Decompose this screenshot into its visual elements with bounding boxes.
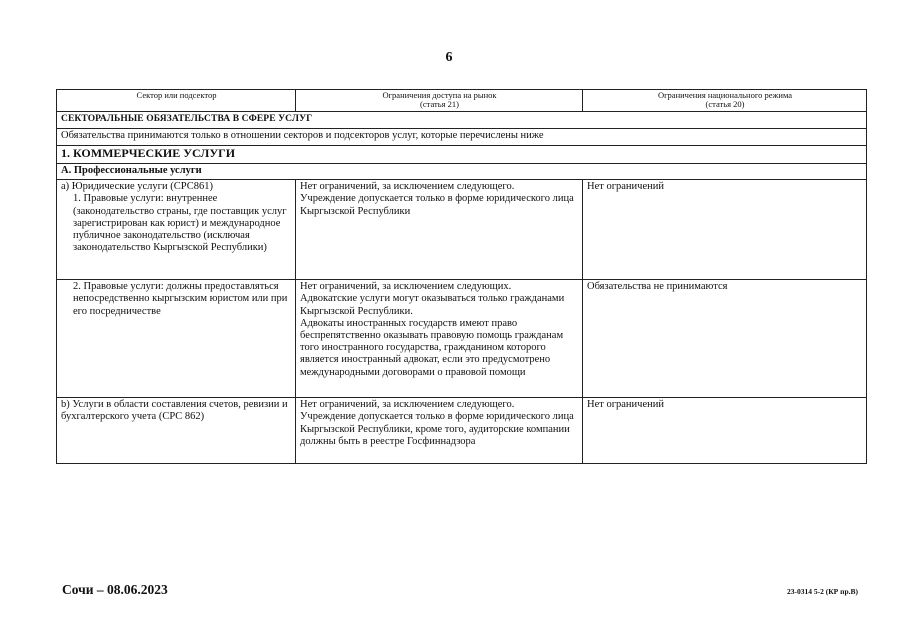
market-access-cell <box>296 398 583 464</box>
commitments-table <box>56 89 867 464</box>
sector-cell <box>57 180 296 280</box>
category-title-row <box>57 146 867 164</box>
table-header-row <box>57 90 867 112</box>
national-treatment-cell <box>583 280 867 398</box>
market-access-text: Адвокаты иностранных государств имеют право беспрепятственно оказывать правовую помощь гражданам того иностранного государства, гражданином которого является иностранный адвокат, если это предусмотрено международными договорами о правовой помощи <box>300 317 564 378</box>
sector-cell <box>57 398 296 464</box>
sector-body: 2. Правовые услуги: должны предоставляться непосредственно кыргызским юристом или при его посредничестве <box>73 281 288 317</box>
market-access-text: Адвокатские услуги могут оказываться только гражданами Кыргызской Республики. <box>300 293 565 317</box>
footer-location-date: Сочи – 08.06.2023 <box>62 582 168 597</box>
table-row <box>57 398 867 464</box>
national-treatment-cell <box>583 398 867 464</box>
sector-body: 1. Правовые услуги: внутреннее (законодательство страны, где поставщик услуг зарегистрирован как юрист) и международное публичное законодательство (исключая законодательство Кыргызской Республики) <box>73 193 287 254</box>
header-national-treatment-label: Ограничения национального режима <box>657 90 793 100</box>
national-treatment-text: Нет ограничений <box>587 399 664 411</box>
section-title-row <box>57 112 867 129</box>
footer-doc-code: 23-0314 5-2 (КР пр.В) <box>786 587 858 596</box>
header-market-access <box>296 90 583 112</box>
national-treatment-text: Нет ограничений <box>587 181 664 193</box>
category-title: 1. КОММЕРЧЕСКИЕ УСЛУГИ <box>57 146 867 164</box>
section-note-row <box>57 129 867 146</box>
header-market-access-label: Ограничения доступа на рынок <box>382 90 497 100</box>
market-access-text: Нет ограничений, за исключением следующего. <box>300 181 515 193</box>
market-access-text: Нет ограничений, за исключением следующих. <box>300 281 512 293</box>
table-row <box>57 280 867 398</box>
header-national-treatment <box>583 90 867 112</box>
subcategory-title: А. Профессиональные услуги <box>57 164 867 180</box>
table-row <box>57 180 867 280</box>
page-number: 6 <box>445 50 453 65</box>
subcategory-title-row <box>57 164 867 180</box>
sector-cell <box>57 280 296 398</box>
market-access-text: Учреждение допускается только в форме юридического лица Кыргызской Республики, кроме того, аудиторские компании должны быть в реестре Госфиннадзора <box>300 411 574 447</box>
sector-body: b) Услуги в области составления счетов, ревизии и бухгалтерского учета (СРС 862) <box>61 399 288 423</box>
market-access-cell <box>296 180 583 280</box>
header-sector <box>57 90 296 112</box>
sector-head: а) Юридические услуги (СРС861) <box>61 181 213 193</box>
header-national-treatment-article: (статья 20) <box>705 99 745 109</box>
market-access-text: Учреждение допускается только в форме юридического лица Кыргызской Республики <box>300 193 574 217</box>
header-market-access-article: (статья 21) <box>420 99 459 109</box>
national-treatment-text: Обязательства не принимаются <box>587 281 728 293</box>
market-access-text: Нет ограничений, за исключением следующего. <box>300 399 515 411</box>
national-treatment-cell <box>583 180 867 280</box>
section-title: СЕКТОРАЛЬНЫЕ ОБЯЗАТЕЛЬСТВА В СФЕРЕ УСЛУГ <box>57 112 867 129</box>
header-sector-label: Сектор или подсектор <box>136 90 217 100</box>
market-access-cell <box>296 280 583 398</box>
section-note: Обязательства принимаются только в отношении секторов и подсекторов услуг, которые перечислены ниже <box>57 129 867 146</box>
